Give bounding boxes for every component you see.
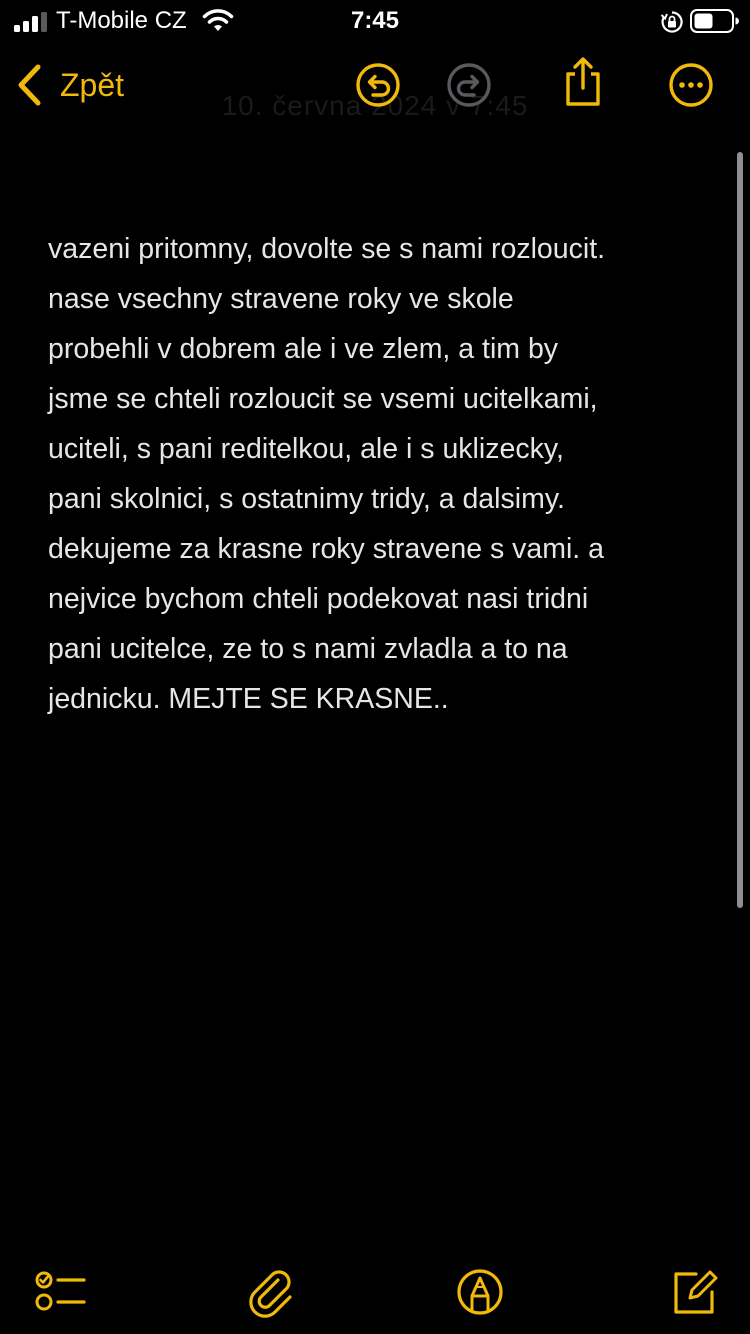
redo-icon[interactable] bbox=[446, 62, 492, 108]
undo-icon[interactable] bbox=[355, 62, 401, 108]
markup-pen-icon[interactable] bbox=[454, 1266, 506, 1318]
carrier-name: T-Mobile CZ bbox=[56, 7, 187, 34]
checklist-icon[interactable] bbox=[34, 1266, 86, 1318]
status-bar bbox=[0, 0, 750, 40]
clock: 7:45 bbox=[350, 7, 400, 34]
scroll-indicator[interactable] bbox=[737, 152, 743, 908]
battery-icon bbox=[690, 8, 740, 34]
back-button-label: Zpět bbox=[60, 66, 125, 103]
navigation-bar bbox=[0, 40, 750, 130]
note-date-title: 10. června 2024 v 7:45 bbox=[221, 90, 529, 121]
note-text[interactable]: vazeni pritomny, dovolte se s nami rozloucit. nase vsechny stravene roky ve skole probehli v dobrem ale i ve zlem, a tim by jsme se chteli rozloucit se vsemi ucitelkami, uciteli, s pani reditelkou, ale i s uklizecky, pani skolnici, s ostatnimy tridy, a dalsimy. dekujeme za krasne roky stravene s vami. a nejvice bychom chteli podekovat nasi tridni pani ucitelce, ze to s nami zvladla a to na jednicku. MEJTE SE KRASNE.. bbox=[48, 233, 606, 715]
share-icon[interactable] bbox=[560, 56, 606, 108]
bottom-toolbar bbox=[0, 1254, 750, 1334]
compose-icon[interactable] bbox=[668, 1266, 720, 1318]
more-icon[interactable] bbox=[668, 62, 714, 108]
orientation-lock-icon bbox=[660, 10, 684, 34]
paperclip-icon[interactable] bbox=[246, 1266, 298, 1318]
